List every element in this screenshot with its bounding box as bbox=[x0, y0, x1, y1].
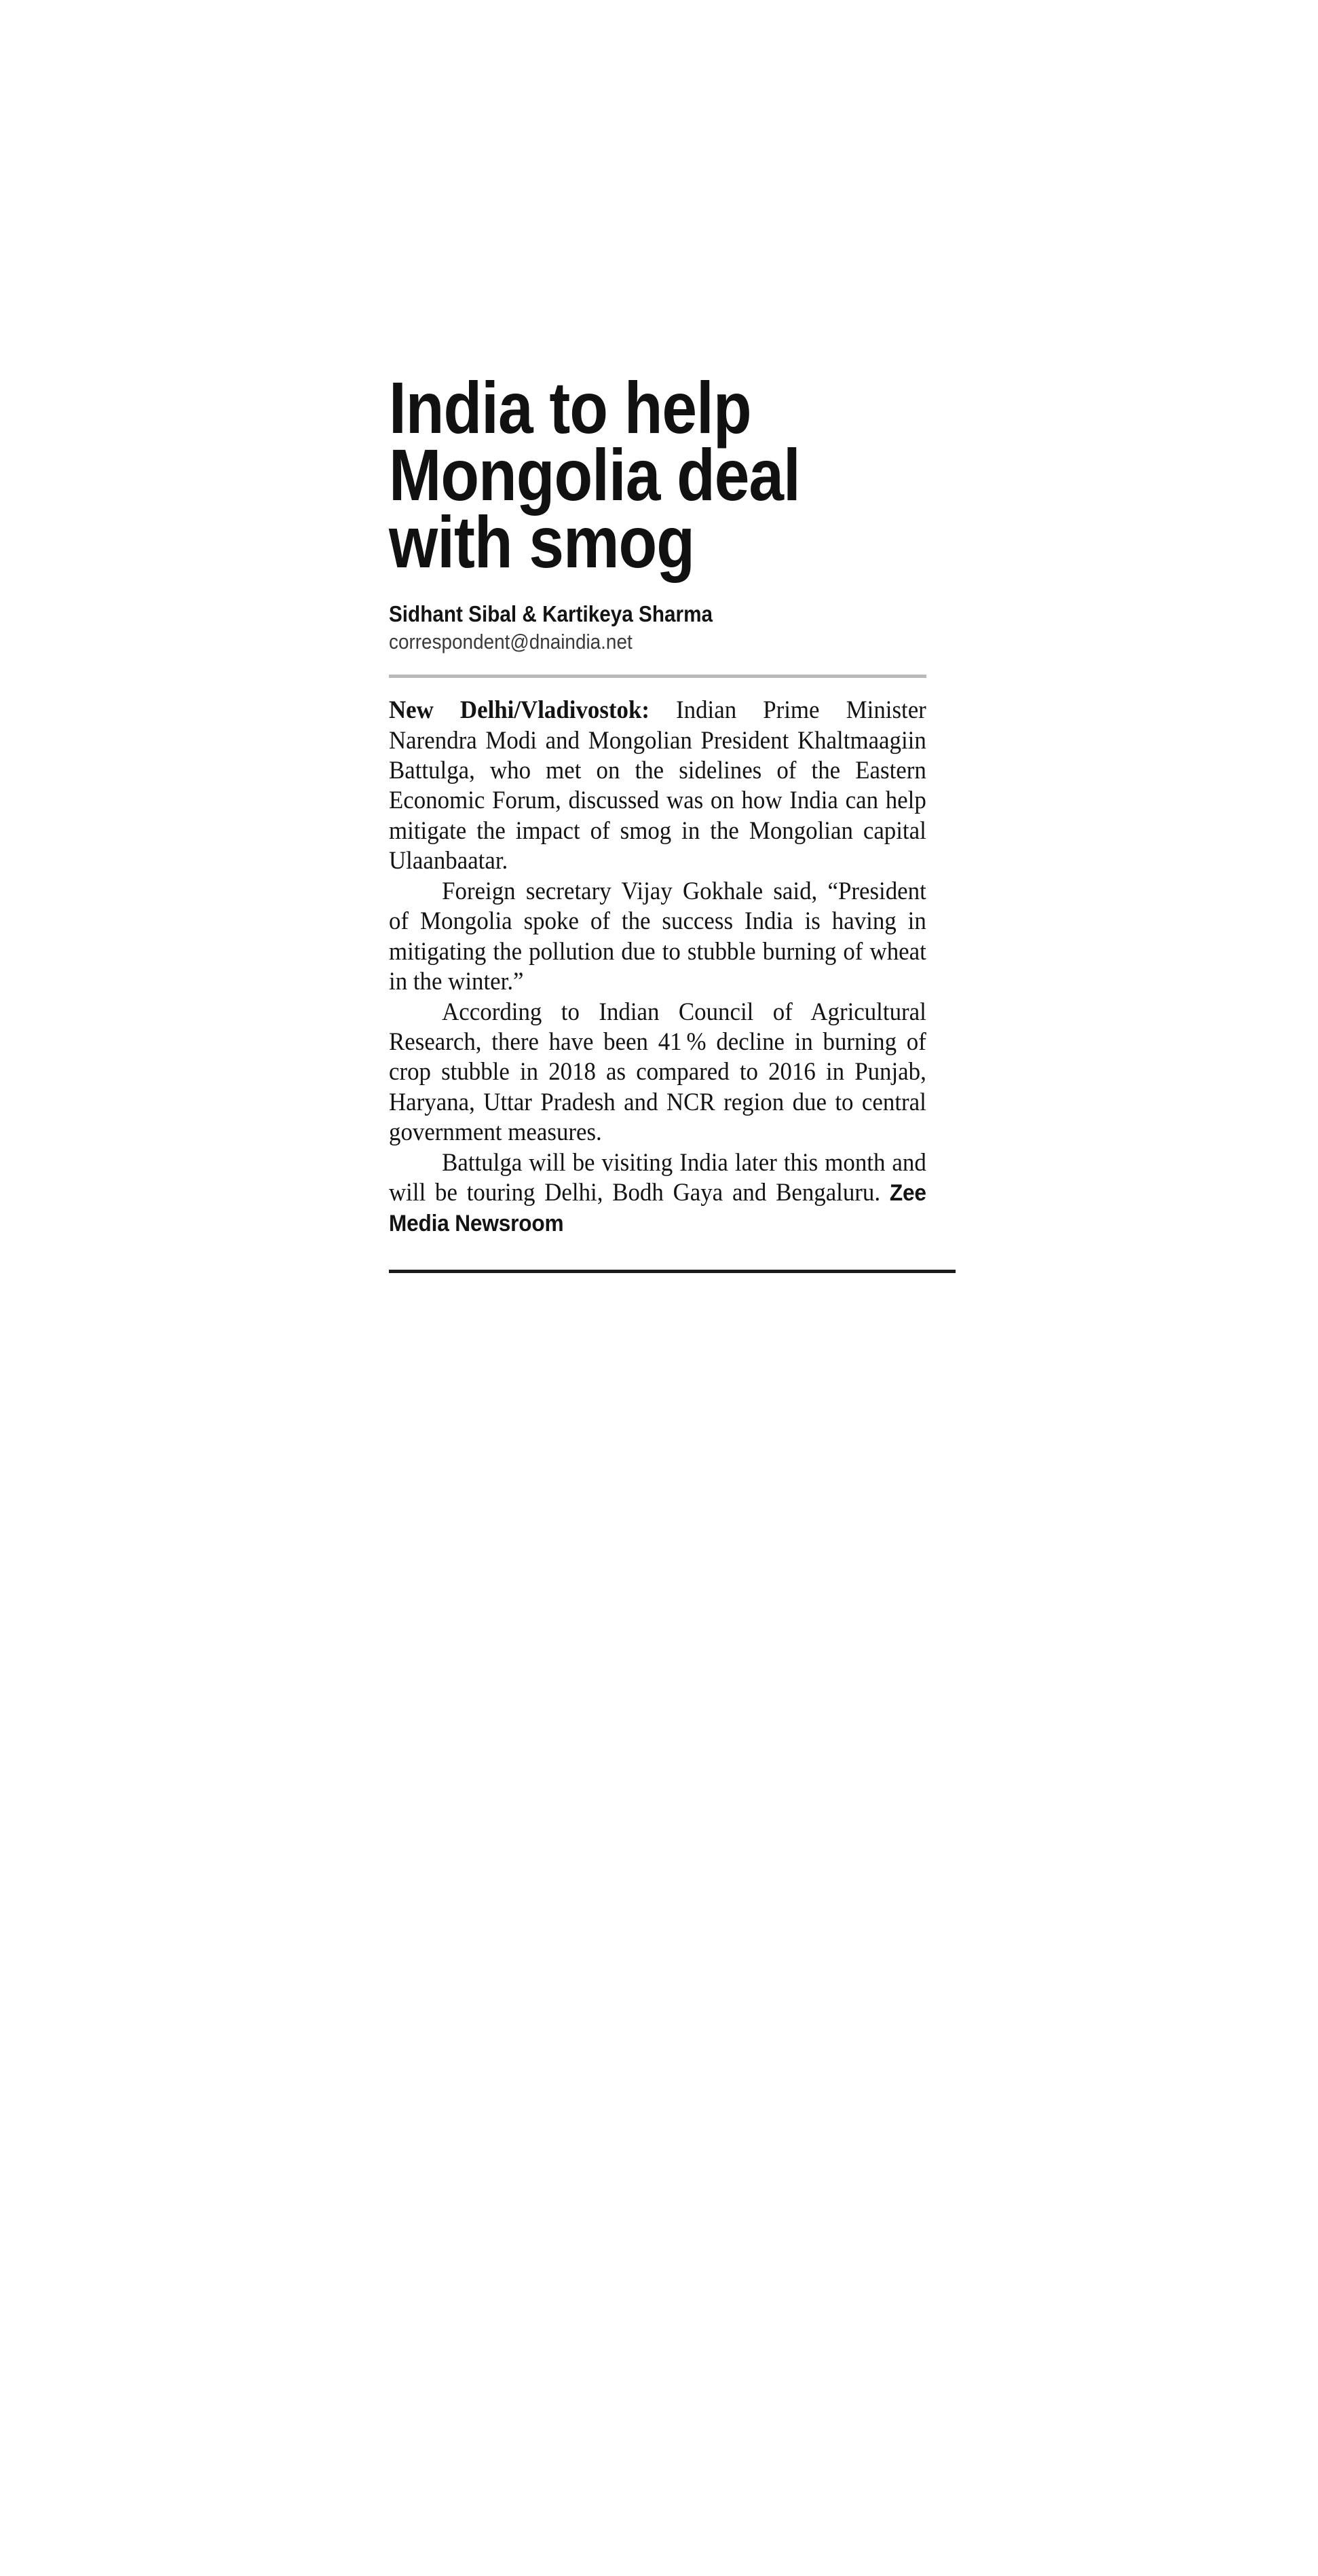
dateline: New Delhi/Vladivostok: bbox=[389, 696, 649, 725]
byline-email: correspondent@dnaindia.net bbox=[389, 630, 633, 654]
headline-line-1: India to help bbox=[389, 366, 751, 449]
news-article bbox=[389, 366, 926, 1273]
page-title bbox=[389, 366, 925, 583]
headline-line-3: with smog bbox=[389, 500, 694, 583]
source-credit: Zee Media Newsroom bbox=[389, 1180, 926, 1236]
paragraph-1 bbox=[389, 696, 926, 877]
paragraph-1-text: Indian Prime Minister Narendra Modi and Mongolian President Khaltmaagiin Battulga, who met on the sidelines of the Eastern Economic Forum, discussed was on how India can help mitigate the impact of smog in the Mongolian capital Ulaanbaatar. bbox=[389, 696, 926, 875]
article-body bbox=[389, 696, 926, 1238]
divider-bottom bbox=[389, 1270, 956, 1273]
paragraph-4-text: Battulga will be visiting India later this month and will be touring Delhi, Bodh Gaya and Bengaluru. bbox=[389, 1148, 926, 1207]
divider-top bbox=[389, 675, 926, 678]
paragraph-3: According to Indian Council of Agricultural Research, there have been 41 % decline in burning of crop stubble in 2018 as compared to 2016 in Punjab, Haryana, Uttar Pradesh and NCR region due to central government measures. bbox=[389, 998, 926, 1147]
headline-line-2: Mongolia deal bbox=[389, 433, 800, 516]
byline bbox=[389, 601, 926, 656]
paragraph-4 bbox=[389, 1148, 926, 1238]
paragraph-2: Foreign secretary Vijay Gokhale said, “President of Mongolia spoke of the success India is having in mitigating the pollution due to stubble burning of wheat in the winter.” bbox=[389, 877, 926, 996]
byline-authors: Sidhant Sibal & Kartikeya Sharma bbox=[389, 601, 713, 627]
